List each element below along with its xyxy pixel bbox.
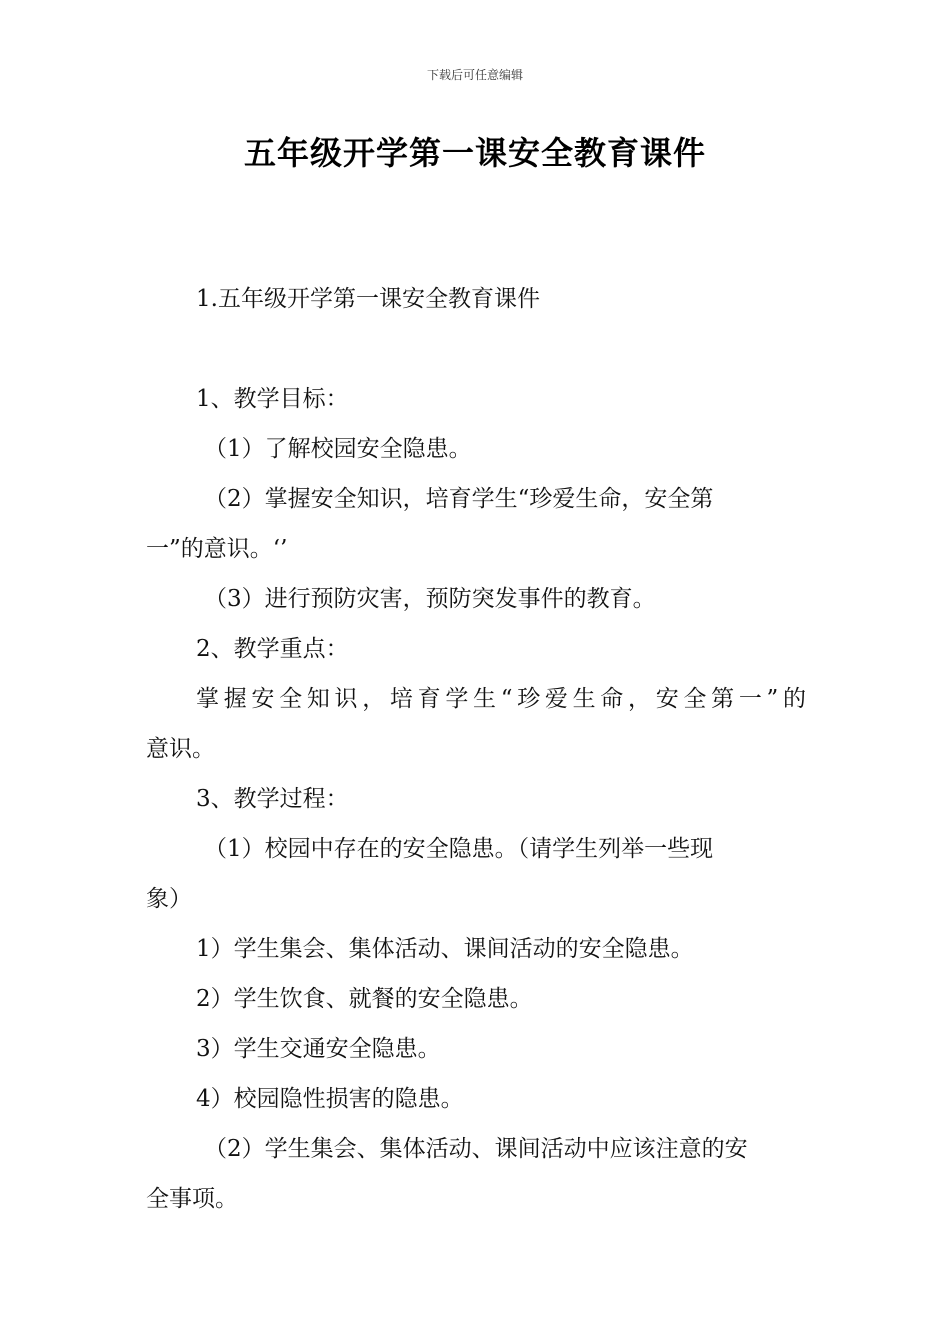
- process-heading: 3、教学过程：: [196, 786, 349, 812]
- list-item-4: 4）校园隐性损害的隐患。: [196, 1086, 464, 1112]
- list-item-2: 2）学生饮食、就餐的安全隐患。: [196, 986, 533, 1012]
- header-note: 下载后可任意编辑: [426, 68, 523, 82]
- focus-line-1: 掌握安全知识，培育学生“珍爱生命，安全第一”的: [196, 686, 806, 712]
- goal-2-line-2: 一”的意识。‘’: [146, 536, 288, 562]
- goal-3: （3）进行预防灾害，预防突发事件的教育。: [204, 586, 656, 612]
- list-item-3: 3）学生交通安全隐患。: [196, 1036, 441, 1062]
- focus-line-2: 意识。: [146, 736, 215, 762]
- list-item-1: 1）学生集会、集体活动、课间活动的安全隐患。: [196, 936, 694, 962]
- process-1-line-1: （1）校园中存在的安全隐患。（请学生列举一些现: [204, 836, 714, 862]
- goal-2-line-1: （2）掌握安全知识，培育学生“珍爱生命，安全第: [204, 486, 714, 512]
- document-title: 五年级开学第一课安全教育课件: [243, 134, 706, 172]
- section-title: 1.五年级开学第一课安全教育课件: [196, 286, 540, 312]
- process-1-line-2: 象）: [146, 886, 192, 912]
- process-2-line-1: （2）学生集会、集体活动、课间活动中应该注意的安: [204, 1136, 748, 1162]
- process-2-line-2: 全事项。: [146, 1186, 238, 1212]
- focus-heading: 2、教学重点：: [196, 636, 349, 662]
- goal-1: （1）了解校园安全隐患。: [204, 436, 472, 462]
- goals-heading: 1、教学目标：: [196, 386, 349, 412]
